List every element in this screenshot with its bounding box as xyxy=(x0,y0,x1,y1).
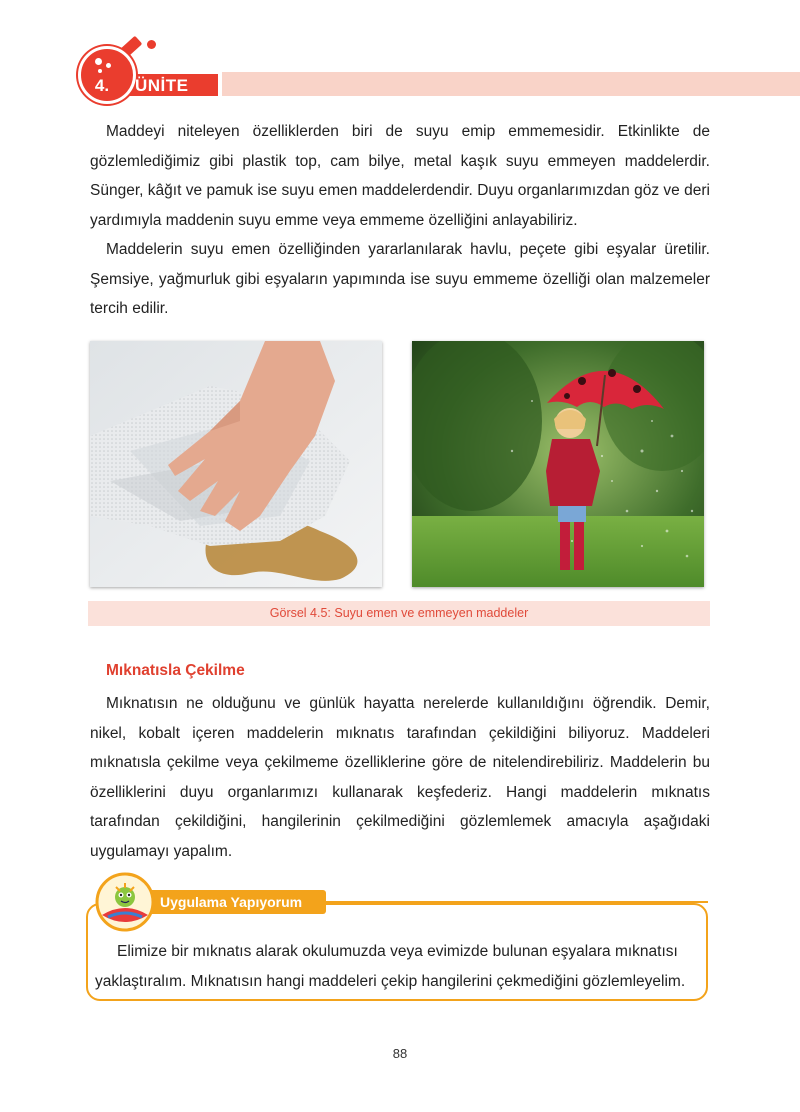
bubble-icon xyxy=(98,69,102,73)
header-band xyxy=(222,72,800,96)
umbrella-child-photo xyxy=(412,341,704,587)
activity-text: Elimize bir mıknatıs alarak okulumuzda veya evimizde bulunan eşyalara mıknatısı yaklaştıralım. Mıknatısın hangi maddeleri çekip hangilerini çekmediğini gözlemleyelim. xyxy=(95,943,686,990)
body-paragraph-2: Maddelerin suyu emen özelliğinden yararlanılarak havlu, peçete gibi eşyalar üretilir. Şemsiye, yağmurluk gibi eşyaların yapımında ise suyu emmeme özelliği olan malzemeler tercih edilir. xyxy=(90,241,710,317)
unit-number: 4. xyxy=(94,76,110,95)
bubble-icon xyxy=(106,63,111,68)
body-paragraph-1: Maddeyi niteleyen özelliklerden biri de suyu emip emmemesidir. Etkinlikte de gözlemlediğimiz gibi plastik top, cam bilye, metal kaşık suyu emmeyen maddelerdir. Sünger, kâğıt ve pamuk ise suyu emen maddelerdendir. Duyu organlarımızdan göz ve deri yardımıyla maddenin suyu emme veya emmeme özelliğini anlayabiliriz. xyxy=(90,123,710,229)
flask-bubble-dot xyxy=(147,40,156,49)
page-number: 88 xyxy=(392,1046,408,1061)
bubble-icon xyxy=(95,58,102,65)
activity-divider xyxy=(326,901,708,903)
mascot-icon xyxy=(94,871,156,938)
section-heading: Mıknatısla Çekilme xyxy=(106,662,245,679)
section-paragraph: Mıknatısın ne olduğunu ve günlük hayatta nerelerde kullanıldığını öğrendik. Demir, nikel, kobalt içeren maddelerin mıknatıs tarafından çekildiğini biliyoruz. Maddeleri mıknatısla çekilme veya çekilmeme özelliklerine göre de nitelendirebiliriz. Maddelerin bu özelliklerini duyu organlarımızı kullanarak keşfederiz. Hangi maddelerin mıknatıs tarafından çekildiğini, hangilerinin çekilmediğini gözlemlemek amacıyla aşağıdaki uygulamayı yapalım. xyxy=(90,695,710,860)
unit-label: ÜNİTE xyxy=(135,76,189,95)
figure-caption: Görsel 4.5: Suyu emen ve emmeyen maddeler xyxy=(88,601,710,626)
paper-towel-photo xyxy=(90,341,382,587)
activity-label: Uygulama Yapıyorum xyxy=(160,894,303,910)
